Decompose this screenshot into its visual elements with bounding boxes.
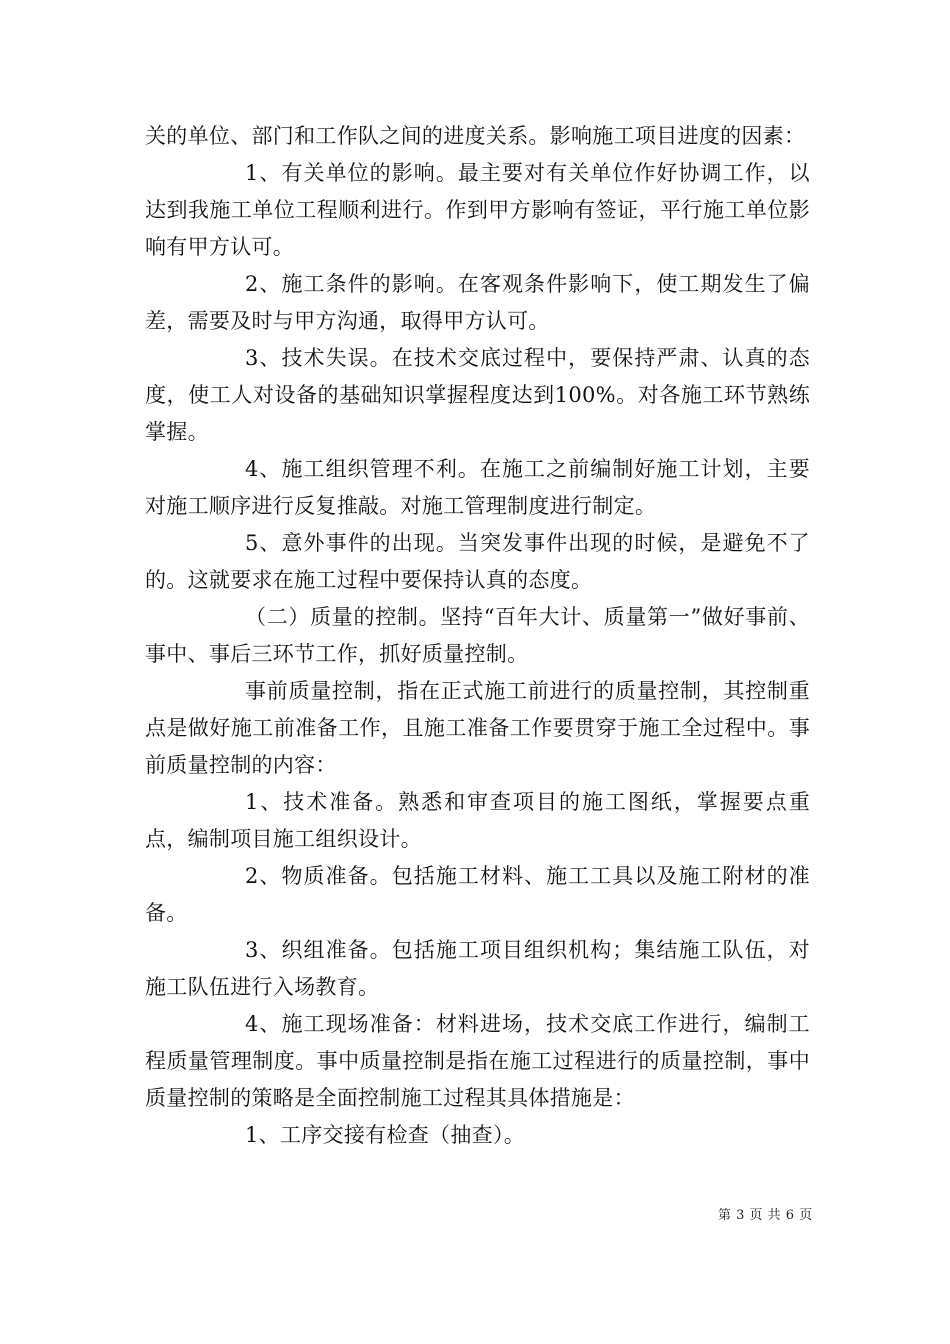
paragraph-13: 1、工序交接有检查（抽查）。 [245, 1123, 526, 1147]
paragraph-3: 2、施工条件的影响。在客观条件影响下，使工期发生了偏差，需要及时与甲方沟通，取得甲方认可。 [145, 272, 810, 333]
page-number-footer: 第 3 页 共 6 页 [718, 1208, 813, 1223]
paragraph-2: 1、有关单位的影响。最主要对有关单位作好协调工作，以达到我施工单位工程顺利进行。作到甲方影响有签证，平行施工单位影响有甲方认可。 [145, 161, 810, 259]
paragraph-10: 2、物质准备。包括施工材料、施工工具以及施工附材的准备。 [145, 864, 810, 925]
paragraph-1: 关的单位、部门和工作队之间的进度关系。影响施工项目进度的因素： [145, 124, 806, 148]
paragraph-9: 1、技术准备。熟悉和审查项目的施工图纸，掌握要点重点，编制项目施工组织设计。 [145, 790, 810, 851]
paragraph-11: 3、织组准备。包括施工项目组织机构；集结施工队伍，对施工队伍进行入场教育。 [145, 938, 810, 999]
paragraph-5: 4、施工组织管理不利。在施工之前编制好施工计划，主要对施工顺序进行反复推敲。对施工管理制度进行制定。 [145, 457, 810, 518]
paragraph-8: 事前质量控制，指在正式施工前进行的质量控制，其控制重点是做好施工前准备工作，且施工准备工作要贯穿于施工全过程中。事前质量控制的内容： [145, 679, 810, 777]
paragraph-7: （二）质量的控制。坚持“百年大计、质量第一”做好事前、事中、事后三环节工作，抓好质量控制。 [145, 605, 810, 666]
paragraph-6: 5、意外事件的出现。当突发事件出现的时候，是避免不了的。这就要求在施工过程中要保持认真的态度。 [145, 531, 810, 592]
body-text [145, 118, 810, 1154]
paragraph-12: 4、施工现场准备：材料进场，技术交底工作进行，编制工程质量管理制度。事中质量控制是指在施工过程进行的质量控制，事中质量控制的策略是全面控制施工过程其具体措施是： [145, 1012, 810, 1110]
paragraph-4: 3、技术失误。在技术交底过程中，要保持严肃、认真的态度，使工人对设备的基础知识掌握程度达到100%。对各施工环节熟练掌握。 [145, 346, 810, 444]
